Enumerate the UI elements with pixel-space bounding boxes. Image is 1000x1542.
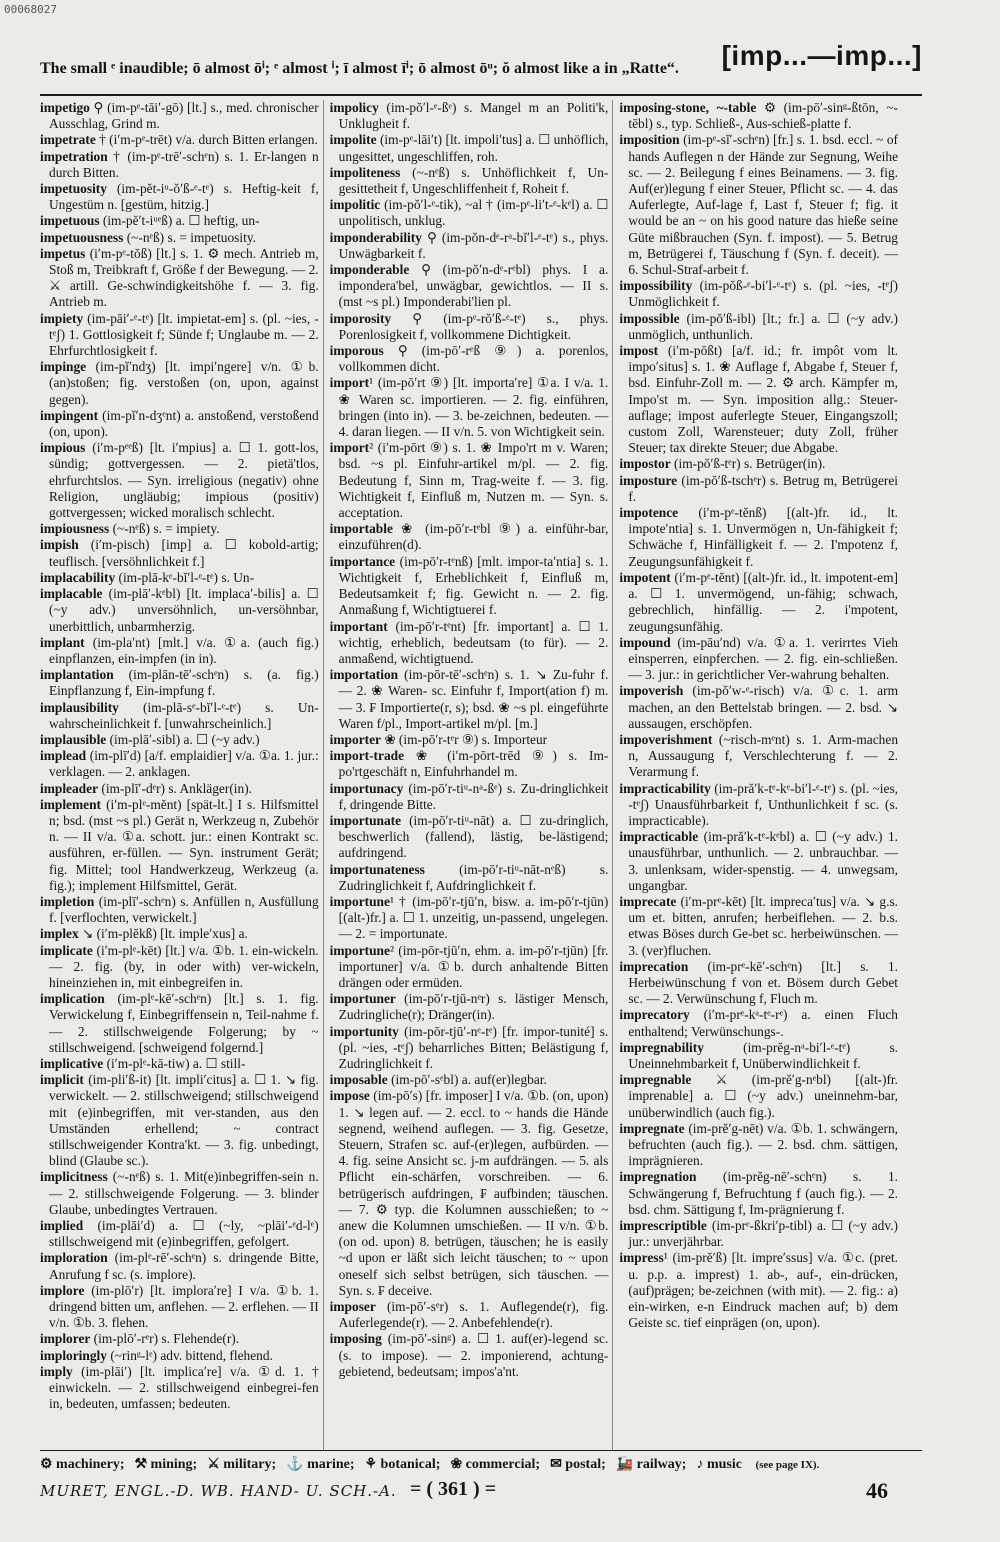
dictionary-entry bbox=[40, 1169, 319, 1218]
entry-definition: (~-nᵉß) s. 1. Mit(e)inbegriffen-sein n. — 2. stillschweigende Folgerung. — 3. blinder Glaube, unbedingtes Vertrauen. bbox=[49, 1169, 319, 1217]
entry-headword: implicative bbox=[40, 1055, 104, 1071]
entry-definition: (im-pōʹr-tiᵘ-nāt) a. ☐ zu-dringlich, beschwerlich (fallend), lästig, be-lästigend; aufdringend. bbox=[338, 812, 609, 861]
entry-headword: importable bbox=[329, 521, 393, 537]
legend-item: ⚙ machinery; bbox=[40, 1457, 125, 1472]
entry-headword: impregnate bbox=[619, 1120, 685, 1136]
entry-definition: (im-pĕt-iᵘ-ŏʹß-ᵉ-tᵉ) s. Heftig-keit f, Ungestüm n. [gestüm, hitzig.] bbox=[49, 181, 319, 213]
entry-headword: imploration bbox=[40, 1250, 108, 1266]
dictionary-entry bbox=[40, 311, 319, 360]
dictionary-entry bbox=[330, 781, 609, 813]
entry-definition: (im-plāiʹ) [lt. implicaʹre] v/a. ①d. 1. † einwickeln. — 2. stillschweigend einbegrei-fen in, bedeuten, umfassen; bedeuten. bbox=[49, 1363, 319, 1412]
dictionary-entry bbox=[619, 505, 898, 570]
entry-definition: (im-plᵉ-kēʹ-schᵉn) [lt.] s. 1. fig. Verwickelung f, Einbegriffensein n, Teil-nahme f. — 2. stillschweigende Folgerung; by ~ stillschweigend. [schweigend folgernd.] bbox=[49, 991, 319, 1055]
entry-headword: impost bbox=[619, 343, 659, 359]
entry-headword: imponderability bbox=[329, 229, 422, 245]
dictionary-entry bbox=[40, 732, 319, 748]
dictionary-entry bbox=[40, 894, 319, 926]
entry-headword: imposition bbox=[619, 132, 680, 148]
entry-definition: † (iʹm-pᵉ-trēt) v/a. durch Bitten erlangen. bbox=[95, 132, 318, 148]
entry-headword: impotent bbox=[619, 569, 671, 585]
entry-definition: (iʹm-pᵉ-tĕnt) [(alt-)fr. id., lt. impotent-em] a. ☐ 1. unvermögend, un-fähig; schwach, gebrechlich, hinfällig. — 2. i'mpotent, zeugungsunfähig. bbox=[628, 569, 899, 634]
entry-headword: importer bbox=[329, 731, 381, 747]
entry-definition: (im-prĕʹg-nēt) v/a. ①b. 1. schwängern, befruchten (auch fig.). — 2. bsd. chm. sättigen, imprägnieren. bbox=[628, 1120, 899, 1169]
entry-headword: impletion bbox=[40, 893, 95, 909]
legend-item: ♪ music bbox=[696, 1457, 742, 1472]
page-header bbox=[40, 38, 922, 94]
dictionary-entry bbox=[40, 781, 319, 797]
dictionary-entry bbox=[619, 683, 898, 732]
entry-definition: (~-nᵉß) s. = impetuosity. bbox=[123, 229, 257, 245]
entry-headword: importuner bbox=[329, 991, 396, 1007]
entry-headword: importance bbox=[329, 553, 396, 569]
entry-headword: implausibility bbox=[40, 699, 119, 715]
dictionary-entry bbox=[330, 375, 609, 440]
entry-definition: ❀ (iʹm-pōrt-trēd ⑨) s. Im-po'rtgeschäft n, Einfuhrhandel m. bbox=[338, 748, 609, 780]
dictionary-entry bbox=[40, 700, 319, 732]
entry-definition: (iʹm-plᵉ-mĕnt) [spät-lt.] I s. Hilfsmittel n; bsd. (mst ~s pl.) Gerät n, Werkzeug n, Zubehör n. — II v/a. ①a. schott. jur.: einen Kontrakt sc. ausführen, er-füllen. — Syn. instrument Gerät; fig. Mittel; tool Handwerkzeug, Werkzeug (a. fig.); implement Hilfsmittel, Gerät. bbox=[49, 796, 319, 893]
entry-headword: impetus bbox=[40, 245, 86, 261]
dictionary-entry bbox=[40, 797, 319, 894]
entry-headword: impregnation bbox=[619, 1169, 697, 1185]
entry-headword: importunity bbox=[329, 1023, 399, 1039]
dictionary-entry bbox=[330, 554, 609, 619]
entry-headword: impregnable bbox=[619, 1072, 692, 1088]
dictionary-entry bbox=[330, 311, 609, 343]
entry-definition: (im-pōr-tēʹ-schᵉn) s. 1. ↘ Zu-fuhr f. — 2. ❀ Waren- sc. Einfuhr f, Import(ation f) m. — 3. ₣ Importierte(r, s); bsd. ❀ ~s pl. eingeführte Waren f/pl., Import-artikel m/pl. [m.] bbox=[338, 667, 609, 731]
legend-item: ❀ commercial; bbox=[450, 1457, 541, 1472]
entry-headword: impolite bbox=[329, 132, 377, 148]
dictionary-entry bbox=[40, 408, 319, 440]
dictionary-entry bbox=[619, 100, 898, 132]
entry-headword: impracticable bbox=[619, 829, 699, 845]
entry-headword: imporosity bbox=[329, 310, 392, 326]
entry-definition: (im-plān-tēʹ-schᵉn) s. (a. fig.) Einpflanzung f, Ein-impfung f. bbox=[49, 667, 319, 699]
entry-definition: (im-pŏʹß-tᵉr) s. Betrüger(in). bbox=[670, 456, 826, 472]
dictionary-entry bbox=[40, 537, 319, 569]
entry-headword: import bbox=[329, 440, 370, 456]
legend-item: ⚓ marine; bbox=[286, 1457, 355, 1472]
entry-definition: (iʹm-pᵉ-tĕnß) [(alt-)fr. id., lt. impoteʹntia] s. 1. Unvermögen n, Un-fähigkeit f; Schwäche f, Hinfälligkeit f. — 2. I'mpotenz f, Zeugungsunfähigkeit f. bbox=[628, 505, 899, 569]
column-1 bbox=[40, 100, 324, 1450]
dictionary-entry bbox=[330, 165, 609, 197]
entry-definition: (~-nᵉß) s. Unhöflichkeit f, Un-gesittetheit f, Ungeschliffenheit f, Roheit f. bbox=[338, 164, 609, 197]
entry-definition: (im-plaʹnt) [mlt.] v/a. ①a. (auch fig.) einpflanzen, ein-impfen (in in). bbox=[49, 634, 319, 666]
dictionary-entry bbox=[40, 926, 319, 942]
entry-headword: imposing bbox=[329, 1331, 382, 1347]
entry-definition: (im-pōʹ-sᵉbl) a. auf(er)legbar. bbox=[387, 1072, 547, 1088]
dictionary-entry bbox=[619, 278, 898, 310]
dictionary-entry bbox=[330, 1088, 609, 1299]
entry-headword: imploringly bbox=[40, 1347, 107, 1363]
entry-headword: implausible bbox=[40, 731, 107, 747]
dictionary-entry bbox=[330, 343, 609, 375]
entry-definition: ⚲ (im-pŏʹn-dᵉ-rᵉbl) phys. I a. impondera'bel, unwägbar, gewichtlos. — II s. (mst ~s pl.) Imponderabi'lien pl. bbox=[338, 262, 609, 310]
dictionary-entry bbox=[40, 1250, 319, 1282]
entry-headword: importune bbox=[329, 893, 390, 909]
entry-definition: † (im-pᵉ-trēʹ-schᵉn) s. 1. Er-langen n durch Bitten. bbox=[49, 148, 319, 180]
legend-item: ⚒ mining; bbox=[134, 1457, 198, 1472]
entry-definition: (im-plīʹd) [a/f. emplaidier] v/a. ①a. 1. jur.: verklagen. — 2. anklagen. bbox=[49, 748, 319, 780]
entry-definition: (im-plīʹ-schᵉn) s. Anfüllen n, Ausfüllung f. [verflochten, verwickelt.] bbox=[49, 893, 319, 926]
dictionary-entry bbox=[40, 1056, 319, 1072]
dictionary-entry bbox=[619, 635, 898, 684]
dictionary-columns bbox=[40, 100, 902, 1450]
entry-definition: ⚙ (im-pōʹ-sinᵍ-ßtōn, ~-tēbl) s., typ. Schließ-, Aus-schieß-platte f. bbox=[628, 100, 898, 132]
entry-headword: impious bbox=[40, 440, 86, 456]
dictionary-entry bbox=[619, 959, 898, 1008]
dictionary-entry bbox=[40, 1283, 319, 1332]
entry-headword: impinge bbox=[40, 359, 87, 375]
entry-definition: (im-plāʹ-sibl) a. ☐ (~y adv.) bbox=[106, 731, 260, 747]
entry-definition: (im-plāʹ-kᵉbl) [lt. implacaʹ-bilis] a. ☐ (~y adv.) unversöhnlich, un-versöhnbar, unerbittlich, unbarmherzig. bbox=[49, 586, 319, 634]
entry-definition: ⚲ (im-pŏn-dᵉ-rᵃ-bĭʹl-ᵉ-tᵉ) s., phys. Unwägbarkeit f. bbox=[338, 229, 609, 261]
entry-definition: (im-pĕʹt-iᵘᵉß) a. ☐ heftig, un- bbox=[99, 213, 260, 229]
entry-definition: (~-nᵉß) s. = impiety. bbox=[109, 521, 220, 537]
entry-definition: ⚲ (im-pᵉ-rŏʹß-ᵉ-tᵉ) s., phys. Porenlosigkeit f, vollkommene Dichtigkeit. bbox=[338, 310, 609, 342]
dictionary-entry bbox=[330, 132, 609, 164]
page-number: 46 bbox=[866, 1478, 888, 1503]
symbol-legend bbox=[40, 1456, 920, 1473]
legend-item: ⚘ botanical; bbox=[364, 1457, 441, 1472]
entry-definition: (im-pĭʹn-dʒᵉnt) a. anstoßend, verstoßend (on, upon). bbox=[49, 407, 319, 440]
entry-headword: impoverishment bbox=[619, 731, 713, 747]
entry-definition: (im-pŏʹß-ibl) [lt.; fr.] a. ☐ (~y adv.) unmöglich, unthunlich. bbox=[628, 310, 899, 342]
entry-definition: (im-pāuʹnd) v/a. ①a. 1. verirrtes Vieh einsperren, einpferchen. — 2. fig. ein-schließen. — 3. jur.: in gerichtlicher Ver-wahrung behalten. bbox=[628, 634, 899, 683]
entry-definition: ¹ (im-prĕʹß) [lt. impreʹssus] v/a. ①c. (pret. u. p.p. a. imprest) 1. ab-, auf-, ein-drücken, (auf)prägen; be-zeichnen (with mit). — 2. fig.: a) ein-wirken, e-n Eindruck machen auf; b) dem Geiste sc. tief einprägen (on, upon). bbox=[628, 1250, 899, 1331]
dictionary-entry bbox=[619, 343, 898, 456]
dictionary-entry bbox=[40, 667, 319, 699]
entry-definition: (im-pŏʹl-ᵉ-tik), ~al † (im-pᵉ-liʹt-ᵉ-kᵉl) a. ☐ unpolitisch, unklug. bbox=[338, 197, 609, 229]
dictionary-entry bbox=[330, 667, 609, 732]
dictionary-entry bbox=[330, 1072, 609, 1088]
entry-headword: impetigo bbox=[40, 100, 90, 115]
entry-headword: implorer bbox=[40, 1331, 91, 1347]
dictionary-entry bbox=[619, 311, 898, 343]
entry-headword: impregnability bbox=[619, 1039, 704, 1055]
entry-headword: impolicy bbox=[329, 100, 379, 115]
entry-definition: (im-pōr-tjūʹ-nᵉ-tᵉ) [fr. impor-tunité] s. (pl. ~ies, -tᵉʃ) beharrliches Bitten; Belästigung f, Zudringlichkeit f. bbox=[338, 1023, 609, 1071]
dictionary-entry bbox=[40, 586, 319, 635]
entry-headword: impose bbox=[329, 1088, 370, 1104]
dictionary-entry bbox=[330, 943, 609, 992]
entry-headword: imprescriptible bbox=[619, 1218, 707, 1234]
entry-headword: impotence bbox=[619, 505, 679, 521]
entry-definition: ⚔ (im-prĕʹg-nᵉbl) [(alt-)fr. imprenable] a. ☐ (~y adv.) uneinnehm-bar, unüberwindlich (auch fig.). bbox=[628, 1072, 899, 1120]
entry-headword: import-trade bbox=[329, 748, 405, 764]
entry-headword: important bbox=[329, 618, 388, 634]
entry-definition: ² (im-pōr-tjūʹn, ehm. a. im-pōʹr-tjūn) [fr. importuner] v/a. ①b. durch anhaltende Bitten drängen oder ermüden. bbox=[338, 942, 609, 990]
entry-definition: (im-prĕg-nᵃ-biʹl-ᵉ-tᵉ) s. Uneinnehmbarkeit f, Unüberwindlichkeit f. bbox=[628, 1039, 899, 1071]
entry-definition: ⚲ (im-pᵉ-tāiʹ-gō) [lt.] s., med. chronischer Ausschlag, Grind m. bbox=[49, 100, 319, 132]
dictionary-entry bbox=[330, 197, 609, 229]
entry-definition: (im-plīʹ-dᵉr) s. Ankläger(in). bbox=[98, 780, 253, 796]
dictionary-entry bbox=[619, 456, 898, 472]
entry-headword: imposing-stone, ~-table bbox=[619, 100, 757, 115]
entry-headword: imposer bbox=[329, 1299, 376, 1315]
entry-definition: (im-pōʹ-sᵉr) s. 1. Auflegende(r), fig. Auferlegende(r). — 2. Anbefehlende(r). bbox=[338, 1299, 609, 1331]
column-3 bbox=[619, 100, 902, 1450]
entry-headword: implement bbox=[40, 796, 101, 812]
entry-headword: imposable bbox=[329, 1072, 388, 1088]
header-rule bbox=[40, 94, 922, 96]
dictionary-entry bbox=[619, 1218, 898, 1250]
entry-definition: ❀ (im-pōʹr-tᵉr ⑨) s. Importeur bbox=[380, 731, 548, 747]
entry-definition: (im-pōʹ-sinᵍ) a. ☐ 1. auf(er)-legend sc. (s. to impose). — 2. imponierend, achtung-gebietend, bedeutsam; impos'a'nt. bbox=[338, 1331, 609, 1379]
entry-headword: impetuosity bbox=[40, 181, 107, 197]
dictionary-entry bbox=[330, 862, 609, 894]
entry-headword: importune bbox=[329, 942, 390, 958]
entry-headword: impetration bbox=[40, 148, 108, 164]
entry-headword: impossible bbox=[619, 310, 680, 326]
footer-rule bbox=[40, 1450, 922, 1451]
entry-definition: ¹ † (im-pōʹr-tjūʹn, bisw. a. im-pōʹr-tjūn) [(alt-)fr.] a. ☐ 1. unzeitig, un-passend, ungelegen. — 2. = importunate. bbox=[338, 893, 609, 942]
dictionary-entry bbox=[330, 813, 609, 862]
dictionary-entry bbox=[619, 570, 898, 635]
entry-definition: (im-pōʹr-tiᵘ-nāt-nᵉß) s. Zudringlichkeit f, Aufdringlichkeit f. bbox=[338, 861, 609, 893]
dictionary-entry bbox=[330, 1299, 609, 1331]
dictionary-entry bbox=[619, 473, 898, 505]
dictionary-entry bbox=[40, 132, 319, 148]
entry-headword: impolitic bbox=[329, 197, 381, 213]
entry-definition: (im-plā-sᵉ-bĭʹl-ᵉ-tᵉ) s. Un-wahrscheinlichkeit f. [unwahrscheinlich.] bbox=[49, 699, 319, 731]
entry-headword: importation bbox=[329, 667, 399, 683]
dictionary-entry bbox=[619, 732, 898, 781]
entry-definition: (im-pāiʹ-ᵉ-tᵉ) [lt. impietat-em] s. (pl. ~ies, -tᵉʃ) 1. Gottlosigkeit f; Sünde f; Unglaube m. — 2. Ehrfurchtlosigkeit f. bbox=[49, 310, 319, 359]
dictionary-entry bbox=[330, 619, 609, 668]
entry-definition: (iʹm-pisch) [imp] a. ☐ kobold-artig; teuflisch. [versöhnlichkeit f.] bbox=[49, 537, 319, 569]
entry-definition: (iʹm-pōßt) [a/f. id.; fr. impôt vom lt. impoʹsitus] s. 1. ❀ Auflage f, Abgabe f, Steuer f, bsd. Einfuhr-Zoll m. — 2. ⚙ arch. Kämpfer m, Impo'st m. — Syn. imposition allg.: Steuer-auflage; impost auferlegte Steuer, Eingangszoll; custom Zoll, Warensteuer; duty Zoll, früher Steuer; tax direkte Steuer; due Abgabe. bbox=[628, 343, 899, 456]
pronunciation-key: The small ᵉ inaudible; ō almost ōⁱ; ᵉ almost ⁱ; ī almost īⁱ; ō almost ōᵘ; ŏ almost like a in „Ratte“. bbox=[40, 60, 679, 77]
page-footer bbox=[40, 1478, 902, 1508]
entry-headword: impossibility bbox=[619, 278, 693, 294]
entry-definition: (im-prᵉ-ßkriʹp-tibl) a. ☐ (~y adv.) jur.: unverjährbar. bbox=[628, 1218, 899, 1250]
entry-definition: (im-prăʹk-tᵉ-kᵉ-biʹl-ᵉ-tᵉ) s. (pl. ~ies, -tᵉʃ) Unausführbarkeit f, Unthunlichkeit f sc. (s. impracticable). bbox=[628, 780, 899, 828]
entry-headword: imply bbox=[40, 1363, 73, 1379]
entry-definition: (iʹm-prᵉ-kᵃ-tᵉ-rᵉ) a. einen Fluch enthaltend; Verwünschungs-. bbox=[628, 1007, 899, 1039]
publisher-line: MURET, ENGL.-D. WB. HAND- U. SCH.-A. bbox=[40, 1482, 397, 1500]
entry-definition: (im-pŏʹw-ᵉ-risch) v/a. ①c. 1. arm machen, an den Bettelstab bringen. — 2. bsd. ↘ aussaugen, erschöpfen. bbox=[628, 683, 899, 731]
entry-definition: (iʹm-pᵉ-tŏß) [lt.] s. 1. ⚙ mech. Antrieb m, Stoß m, Treibkraft f, Größe f der Bewegung. — 2. ⚔ artill. Ge-schwindigkeitshöhe f. — 3. fig. Antrieb m. bbox=[49, 245, 319, 310]
guide-words: [imp...—imp...] bbox=[721, 40, 922, 71]
dictionary-entry bbox=[40, 1348, 319, 1364]
dictionary-entry bbox=[40, 181, 319, 213]
legend-item: ✉ postal; bbox=[550, 1457, 606, 1472]
entry-definition: (im-prĕg-nēʹ-schᵉn) s. 1. Schwängerung f, Befruchtung f (auch fig.). — 2. bsd. chm. Sättigung f, Im-prägnierung f. bbox=[628, 1169, 899, 1217]
entry-definition: (im-plā-kᵉ-bĭʹl-ᵉ-tᵉ) s. Un- bbox=[115, 569, 255, 585]
dictionary-entry bbox=[330, 440, 609, 521]
entry-headword: imporous bbox=[329, 343, 384, 359]
entry-definition: ❀ (im-pōʹr-tᵉbl ⑨) a. einführ-bar, einzuführen(d). bbox=[338, 521, 609, 553]
dictionary-entry bbox=[40, 359, 319, 408]
entry-definition: (im-pᵉ-lāiʹt) [lt. impoliʹtus] a. ☐ unhöflich, ungesittet, ungeschliffen, roh. bbox=[338, 132, 609, 164]
entry-headword: import bbox=[329, 375, 370, 391]
dictionary-entry bbox=[40, 1331, 319, 1347]
dictionary-entry bbox=[330, 991, 609, 1023]
entry-definition: (im-plᵉ-rēʹ-schᵉn) s. dringende Bitte, Anrufung f sc. (s. implore). bbox=[49, 1250, 319, 1282]
entry-definition: (im-pŏʹß-tschᵉr) s. Betrug m, Betrügerei f. bbox=[628, 472, 899, 504]
dictionary-entry bbox=[619, 1040, 898, 1072]
entry-headword: impostor bbox=[619, 456, 671, 472]
entry-headword: impracticability bbox=[619, 780, 711, 796]
dictionary-entry bbox=[619, 132, 898, 278]
dictionary-entry bbox=[619, 1121, 898, 1170]
entry-headword: implication bbox=[40, 991, 105, 1007]
dictionary-entry bbox=[330, 748, 609, 780]
entry-headword: implantation bbox=[40, 667, 114, 683]
entry-headword: implicate bbox=[40, 942, 93, 958]
dictionary-entry bbox=[619, 829, 898, 894]
entry-definition: (im-pᵉ-sĭʹ-schᵉn) [fr.] s. 1. bsd. eccl. ~ of hands Auflegen n der Hände zur Segnung, Weihe sc. — 2. Beilegung f eines Beinamens. — 3. fig. Auf(er)legung f einer Steuer, Pflicht sc. — 4. das Auferlegte, Auf-lage f, Last f, Steuer f; fig. it would be an ~ on his good nature das hieße seine Güte mißbrauchen (Syn. f. impost). — 5. Betrug m, Betrügerei f, Täuschung f (Syn. f. deceit). — 6. Schul-Straf-arbeit f. bbox=[628, 132, 899, 278]
entry-headword: implied bbox=[40, 1218, 84, 1234]
entry-headword: impingent bbox=[40, 407, 99, 423]
entry-headword: implant bbox=[40, 634, 85, 650]
entry-headword: implacability bbox=[40, 569, 116, 585]
entry-definition: ¹ (im-pōʹrt ⑨) [lt. importaʹre] ①a. I v/a. 1. ❀ Waren sc. importieren. — 2. fig. einführen, bringen (into in). — 3. be-zeichnen, bedeuten. — 4. daran liegen. — II v/n. 5. von Wichtigkeit sein. bbox=[338, 375, 609, 440]
entry-definition: (im-pōʹr-tiᵘ-nᵃ-ßᵉ) s. Zu-dringlichkeit f, dringende Bitte. bbox=[338, 780, 609, 812]
entry-definition: (~rinᵍ-lᵉ) adv. bittend, flehend. bbox=[106, 1347, 273, 1363]
entry-definition: (im-pĭʹndʒ) [lt. impiʹngere] v/n. ①b. (an)stoßen; fig. verstoßen (on, upon, against gegen). bbox=[49, 359, 319, 407]
entry-definition: ↘ (iʹm-plĕkß) [lt. impleʹxus] a. bbox=[78, 926, 248, 942]
dictionary-entry bbox=[40, 635, 319, 667]
dictionary-entry bbox=[40, 246, 319, 311]
dictionary-entry bbox=[40, 100, 319, 132]
dictionary-entry bbox=[330, 521, 609, 553]
entry-headword: importunate bbox=[329, 812, 402, 828]
entry-headword: impiousness bbox=[40, 521, 110, 537]
entry-headword: impoverish bbox=[619, 683, 684, 699]
entry-definition: (~risch-mᵉnt) s. 1. Arm-machen n, Aussaugung f, Verschlechterung f. — 2. Verarmung f. bbox=[628, 731, 899, 780]
entry-definition: (iʹm-plᵉ-kēt) [lt.] v/a. ①b. 1. ein-wickeln. — 2. fig. (by, in oder with) ver-wickeln, hineinziehen in, mit einbegreifen in. bbox=[49, 942, 319, 990]
legend-item: 🚂 railway; bbox=[615, 1457, 687, 1472]
dictionary-entry bbox=[619, 1250, 898, 1331]
dictionary-entry bbox=[619, 1007, 898, 1039]
entry-headword: impish bbox=[40, 537, 79, 553]
entry-definition: (im-plāiʹd) a. ☐ (~ly, ~plāiʹ-ᵉd-lᵉ) stillschweigend mit (e)inbegriffen, gefolgert. bbox=[49, 1218, 319, 1250]
dictionary-entry bbox=[330, 230, 609, 262]
entry-headword: imprecation bbox=[619, 958, 689, 974]
entry-headword: implead bbox=[40, 748, 87, 764]
entry-definition: (im-pŏʹl-ᵉ-ßᵉ) s. Mangel m an Politi'k, Unklugheit f. bbox=[338, 100, 609, 132]
entry-definition: ⚲ (im-pōʹ-rᵉß ⑨) a. porenlos, vollkommen dicht. bbox=[338, 343, 609, 375]
entry-headword: imprecate bbox=[619, 893, 677, 909]
dictionary-entry bbox=[330, 262, 609, 311]
entry-headword: impetrate bbox=[40, 132, 96, 148]
entry-headword: impleader bbox=[40, 780, 99, 796]
dictionary-entry bbox=[330, 732, 609, 748]
entry-definition: (iʹm-plᵉ-kā-tiw) a. ☐ still- bbox=[103, 1055, 246, 1071]
entry-definition: (im-prăʹk-tᵉ-kᵉbl) a. ☐ (~y adv.) 1. unausführbar, unthunlich. — 2. unbrauchbar. — 3. unlenksam, wider-spenstig. — 4. unwegsam, ungangbar. bbox=[628, 829, 899, 893]
entry-definition: ² (iʹm-pōrt ⑨) s. 1. ❀ Impo'rt m v. Waren; bsd. ~s pl. Einfuhr-artikel m/pl. — 2. fig. Bedeutung f, Sinn m, Trag-weite f. — 3. fig. Wichtigkeit f, Einfluß m, Nutzen m. — Syn. s. acceptation. bbox=[338, 440, 609, 521]
dictionary-entry bbox=[40, 213, 319, 229]
dictionary-entry bbox=[619, 1072, 898, 1121]
dictionary-entry bbox=[40, 570, 319, 586]
scan-id: 00068027 bbox=[4, 3, 57, 16]
entry-headword: impetuousness bbox=[40, 229, 124, 245]
entry-headword: importunateness bbox=[329, 861, 425, 877]
entry-headword: importunacy bbox=[329, 780, 404, 796]
dictionary-entry bbox=[619, 1169, 898, 1218]
dictionary-entry bbox=[330, 1331, 609, 1380]
entry-headword: impound bbox=[619, 634, 671, 650]
dictionary-entry bbox=[619, 781, 898, 830]
column-2 bbox=[330, 100, 614, 1450]
legend-item: ⚔ military; bbox=[207, 1457, 277, 1472]
entry-headword: impoliteness bbox=[329, 164, 401, 180]
entry-definition: (iʹm-pᵉᵉß) [lt. iʹmpius] a. ☐ 1. gott-los, sündig; gottvergessen. — 2. pietä'tlos, ehrfurchtslos. — Syn. irreligious (negativ) ohne Religion, ungläubig; impious (positiv) gottvergessen; wicked moralisch schlecht. bbox=[49, 440, 319, 521]
dictionary-entry bbox=[40, 1218, 319, 1250]
dictionary-entry bbox=[619, 894, 898, 959]
entry-headword: imponderable bbox=[329, 262, 410, 278]
entry-headword: imposture bbox=[619, 472, 678, 488]
entry-headword: implicitness bbox=[40, 1169, 108, 1185]
entry-definition: (im-prᵉ-kēʹ-schᵉn) [lt.] s. 1. Herbeiwünschung f von et. Bösem durch Gebet sc. — 2. Verwünschung f, Fluch m. bbox=[628, 958, 899, 1007]
entry-definition: (im-pōʹr-tᵉnß) [mlt. impor-taʹntia] s. 1. Wichtigkeit f, Erheblichkeit f, Einfluß m, Bedeutsamkeit f; fig. Gewicht n. — 2. fig. Anmaßung f, Wichtigtuerei f. bbox=[338, 553, 609, 618]
dictionary-entry bbox=[40, 440, 319, 521]
entry-headword: imprecatory bbox=[619, 1007, 690, 1023]
entry-definition: (im-pōʹr-tᵉnt) [fr. important] a. ☐ 1. wichtig, erheblich, bedeutsam (to für). — 2. anmaßend, wichtigtuend. bbox=[338, 618, 609, 666]
entry-definition: (im-pliʹß-it) [lt. impliʹcitus] a. ☐ 1. ↘ fig. verwickelt. — 2. stillschweigend; stillschweigend mit (e)inbegriffen, mit ver-standen, aus den Umständen erhellend; ~ contract stillschweigender Kontra'kt. — 3. fig. unbedingt, blind (Glaube sc.). bbox=[49, 1072, 319, 1169]
entry-headword: impiety bbox=[40, 310, 84, 326]
signature-mark: = ( 361 ) = bbox=[410, 1478, 497, 1500]
dictionary-entry bbox=[330, 100, 609, 132]
dictionary-entry bbox=[40, 991, 319, 1056]
entry-definition: (im-pŏß-ᵉ-biʹl-ᵉ-tᵉ) s. (pl. ~ies, -tᵉʃ) Unmöglichkeit f. bbox=[628, 278, 899, 310]
entry-definition: (im-pōʹs) [fr. imposer] I v/a. ①b. (on, upon) 1. ↘ legen auf. — 2. eccl. to ~ hands die Hände segnend, weihend auflegen. — 3. fig. Gesetze, Steuern, Strafen sc. auf-(er)legen, aufbürden. — 4. fig. seine Ansicht sc. j-m aufdrängen. — 5. als Pflicht ein-schärfen, vorschreiben. — 6. betrügerisch aufdringen, ₣ aufbinden; täuschen. — 7. ⚙ typ. die Kolumnen ausschießen; to ~ anew die Kolumnen umschießen. — II v/n. ①b. (on od. upon) 8. betrügen, täuschen; he is easily ~d upon er läßt sich leicht täuschen; to ~ upon oneself sich selbst betrügen, sich täuschen. — Syn. s. ₣ deceive. bbox=[338, 1088, 609, 1298]
dictionary-entry bbox=[40, 521, 319, 537]
entry-definition: (iʹm-prᵉ-kēt) [lt. imprecaʹtus] v/a. ↘ g.s. um et. bitten, anrufen; herbeiflehen. — 2. b.s. etwas Böses durch Ge-bet sc. herbeiwünschen. — 3. (ver)fluchen. bbox=[628, 893, 899, 958]
dictionary-entry bbox=[330, 1024, 609, 1073]
entry-definition: (im-plōʹr) [lt. imploraʹre] I v/a. ①b. 1. dringend bitten um, anflehen. — 2. erflehen. — II v/n. ①b. 3. flehen. bbox=[49, 1282, 319, 1331]
dictionary-entry bbox=[40, 149, 319, 181]
entry-headword: impress bbox=[619, 1250, 664, 1266]
entry-headword: implore bbox=[40, 1282, 85, 1298]
entry-headword: impetuous bbox=[40, 213, 100, 229]
dictionary-entry bbox=[40, 1364, 319, 1413]
dictionary-entry bbox=[40, 748, 319, 780]
dictionary-entry bbox=[330, 894, 609, 943]
entry-definition: (im-pōʹr-tjū-nᵉr) s. lästiger Mensch, Zudringliche(r); Dränger(in). bbox=[338, 991, 609, 1023]
legend-note: (see page IX). bbox=[755, 1459, 820, 1471]
dictionary-entry bbox=[40, 230, 319, 246]
entry-definition: (im-plōʹ-rᵉr) s. Flehende(r). bbox=[90, 1331, 240, 1347]
entry-headword: implicit bbox=[40, 1072, 84, 1088]
dictionary-entry bbox=[40, 1072, 319, 1169]
dictionary-entry bbox=[40, 943, 319, 992]
entry-headword: implex bbox=[40, 926, 79, 942]
entry-headword: implacable bbox=[40, 586, 103, 602]
